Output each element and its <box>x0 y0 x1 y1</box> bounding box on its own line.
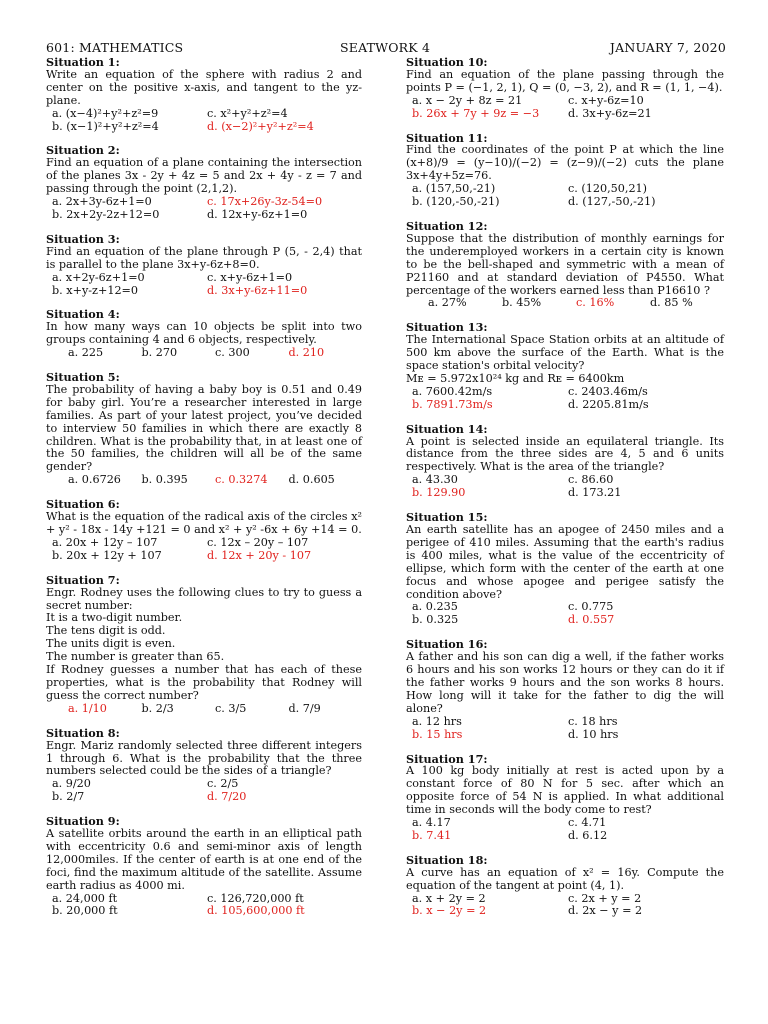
answer-choice: b. 7.41 <box>412 828 452 842</box>
question-text: The probability of having a baby boy is 0.51 and 0.49 for baby girl. You’re a researcher interested in large families. As part of your latest project, you’ve decided to interview 50 families in which there are exactly 8 children. What is the probability that, in at least one of the 50 families, the children will all be of the same gender? <box>46 382 362 474</box>
choice-option: d. 173.21 <box>568 486 622 500</box>
answer-choice: c. 16% <box>576 296 615 310</box>
situation-block <box>46 574 362 716</box>
answer-choice: c. 0.3274 <box>215 473 268 487</box>
choices-list <box>46 703 362 716</box>
choice-option: d. 10 hrs <box>568 727 619 741</box>
choice-option: c. (120,50,21) <box>568 182 648 196</box>
choice-option: a. 2x+3y-6z+1=0 <box>52 195 152 209</box>
choice-option: d. (127,-50,-21) <box>568 195 656 209</box>
choice-option: c. 126,720,000 ft <box>207 891 304 905</box>
choice-option: b. 0.325 <box>412 613 459 627</box>
choice-option: a. (157,50,-21) <box>412 182 496 196</box>
answer-choice: d. (x−2)²+y²+z²=4 <box>207 119 314 133</box>
situation-title: Situation 16: <box>406 637 488 652</box>
left-column <box>46 56 362 929</box>
choice-option: c. 18 hrs <box>568 714 618 728</box>
choices-list <box>46 196 362 222</box>
choice-option: b. 45% <box>502 296 542 310</box>
question-line: If Rodney guesses a number that has each of these properties, what is the probability that Rodney will guess the correct number? <box>46 663 362 702</box>
situation-block <box>46 498 362 563</box>
answer-choice: d. 12x + 20y - 107 <box>207 548 312 562</box>
question-text: Find an equation of the plane passing through the points P = (−1, 2, 1), Q = (0, −3, 2), and R = (1, 1, −4). <box>406 67 724 94</box>
choice-option: a. 24,000 ft <box>52 891 118 905</box>
question-text: The International Space Station orbits at an altitude of 500 km above the surface of the Earth. What is the space station's orbital velocity? <box>406 333 724 373</box>
choices-list <box>406 297 724 310</box>
choices-list <box>46 108 362 134</box>
right-column <box>406 56 724 929</box>
answer-choice: b. 7891.73m/s <box>412 397 493 411</box>
choice-option: b. (120,-50,-21) <box>412 195 500 209</box>
choice-option: d. 12x+y-6z+1=0 <box>207 207 308 221</box>
question-text: A satellite orbits around the earth in an elliptical path with eccentricity 0.6 and semi-minor axis of length 12,000miles. If the center of earth is at one end of the foci, find the maximum altitude of the satellite. Assume earth radius as 4000 mi. <box>46 827 362 892</box>
question-text: Engr. Rodney uses the following clues to try to guess a secret number: <box>46 585 362 612</box>
answer-choice: c. 17x+26y-3z-54=0 <box>207 195 323 209</box>
situation-block <box>406 638 724 741</box>
situation-title: Situation 7: <box>46 572 120 587</box>
question-text: A father and his son can dig a well, if the father works 6 hours and his son works 12 hours or they can do it if the father works 9 hours and the son works 8 hours. How long will it take for the father to dig the will alone? <box>406 650 724 715</box>
choices-list <box>46 272 362 298</box>
answer-choice: d. 3x+y-6z+11=0 <box>207 283 308 297</box>
choice-option: c. 4.71 <box>568 816 607 830</box>
situation-block <box>46 308 362 360</box>
choices-list <box>406 474 724 500</box>
question-text: Find an equation of a plane containing the intersection of the planes 3x - 2y + 4z = 5 and 2x + 4y - z = 7 and passing through the point (2,1,2). <box>46 156 362 196</box>
choice-option: a. 0.6726 <box>68 473 121 487</box>
choices-list <box>406 893 724 919</box>
situation-title: Situation 15: <box>406 510 488 525</box>
situation-title: Situation 10: <box>406 55 488 69</box>
choice-option: d. 6.12 <box>568 828 608 842</box>
question-text: What is the equation of the radical axis of the circles x² + y² - 18x - 14y +121 = 0 and x² + y² -6x + 6y +14 = 0. <box>46 510 362 536</box>
choices-list <box>46 474 362 487</box>
choice-option: c. 86.60 <box>568 473 614 487</box>
question-text: A curve has an equation of x² = 16y. Compute the equation of the tangent at point (4, 1). <box>406 865 724 892</box>
situation-title: Situation 9: <box>46 814 120 829</box>
choice-option: b. (x−1)²+y²+z²=4 <box>52 119 159 133</box>
choices-list <box>46 537 362 563</box>
situation-block <box>46 815 362 918</box>
choices-list <box>406 817 724 843</box>
situation-block <box>46 371 362 487</box>
choice-option: c. x+y-6z=10 <box>568 93 644 107</box>
question-text: Find the coordinates of the point P at which the line (x+8)/9 = (y−10)/(−2) = (z−9)/(−2) cuts the plane 3x+4y+5z=76. <box>406 143 724 183</box>
situation-block <box>406 854 724 919</box>
situation-block <box>406 56 724 121</box>
choice-option: b. 2/3 <box>141 701 174 715</box>
choice-option: a. x + 2y = 2 <box>412 891 486 905</box>
situation-block <box>406 423 724 500</box>
choices-list <box>46 778 362 804</box>
choice-option: c. 300 <box>215 346 250 360</box>
situation-block <box>406 321 724 411</box>
choice-option: a. 4.17 <box>412 816 451 830</box>
choice-option: c. x+y-6z+1=0 <box>207 270 293 284</box>
choice-option: d. 85 % <box>650 296 693 310</box>
choice-option: a. (x−4)²+y²+z²=9 <box>52 106 159 120</box>
situation-title: Situation 18: <box>406 852 488 867</box>
situation-block <box>46 144 362 221</box>
question-text: Write an equation of the sphere with radius 2 and center on the positive x-axis, and tangent to the yz-plane. <box>46 67 362 107</box>
situation-title: Situation 11: <box>406 130 488 145</box>
situation-title: Situation 1: <box>46 55 120 69</box>
course-label: 601: MATHEMATICS <box>46 40 184 55</box>
choice-option: c. 2/5 <box>207 777 239 791</box>
choice-option: a. 0.235 <box>412 600 458 614</box>
choice-option: a. 27% <box>428 296 467 310</box>
choices-list <box>406 716 724 742</box>
choices-list <box>46 893 362 919</box>
answer-choice: d. 105,600,000 ft <box>207 904 305 918</box>
question-line: The units digit is even. <box>46 637 176 651</box>
question-text: A 100 kg body initially at rest is acted upon by a constant force of 80 N for 5 sec. after which an opposite force of 54 N is applied. In what additional time in seconds will the body come to rest? <box>406 764 724 817</box>
situation-block <box>46 56 362 133</box>
choice-option: a. 225 <box>68 346 104 360</box>
situation-title: Situation 12: <box>406 218 488 233</box>
answer-choice: d. 7/20 <box>207 790 247 804</box>
situation-block <box>406 220 724 310</box>
page-header <box>46 40 726 56</box>
answer-choice: b. x − 2y = 2 <box>412 904 487 918</box>
question-line: The tens digit is odd. <box>46 624 166 638</box>
choice-option: c. x²+y²+z²=4 <box>207 106 288 120</box>
question-line: Mᴇ = 5.972x10²⁴ kg and Rᴇ = 6400km <box>406 371 625 385</box>
answer-choice: a. 1/10 <box>68 701 107 715</box>
situation-title: Situation 8: <box>46 725 120 740</box>
choice-option: b. 2/7 <box>52 790 85 804</box>
choice-option: d. 2x − y = 2 <box>568 904 643 918</box>
question-text: A point is selected inside an equilateral triangle. Its distance from the three sides are 4, 5 and 6 units respectively. What is the area of the triangle? <box>406 434 724 474</box>
situation-title: Situation 2: <box>46 143 120 158</box>
situation-block <box>406 511 724 627</box>
choice-option: a. 43.30 <box>412 473 458 487</box>
question-line: The number is greater than 65. <box>46 650 225 664</box>
choice-option: d. 3x+y-6z=21 <box>568 106 652 120</box>
answer-choice: b. 26x + 7y + 9z = −3 <box>412 106 540 120</box>
choices-list <box>46 347 362 360</box>
situation-title: Situation 13: <box>406 320 488 335</box>
choices-list <box>406 386 724 412</box>
choices-list <box>406 95 724 121</box>
choice-option: b. 0.395 <box>141 473 188 487</box>
situation-title: Situation 4: <box>46 307 120 322</box>
choice-option: c. 0.775 <box>568 600 614 614</box>
question-text: Suppose that the distribution of monthly earnings for the underemployed workers in a certain city is known to be the bell-shaped and symmetric with a mean of P21160 and at standard deviation of P4550. What percentage of the workers earned less than P16610 ? <box>406 231 724 297</box>
choice-option: b. 20x + 12y + 107 <box>52 548 162 562</box>
choice-option: b. 20,000 ft <box>52 904 118 918</box>
choice-option: d. 7/9 <box>288 701 321 715</box>
choice-option: b. x+y-z+12=0 <box>52 283 139 297</box>
choice-option: c. 12x – 20y – 107 <box>207 535 309 549</box>
choices-list <box>406 183 724 209</box>
situation-title: Situation 14: <box>406 421 488 436</box>
choice-option: c. 3/5 <box>215 701 247 715</box>
question-text: Find an equation of the plane through P (5, - 2,4) that is parallel to the plane 3x+y-6z+8=0. <box>46 244 362 271</box>
choice-option: a. x − 2y + 8z = 21 <box>412 93 523 107</box>
answer-choice: d. 210 <box>288 346 325 360</box>
situation-title: Situation 5: <box>46 370 120 385</box>
choice-option: a. 7600.42m/s <box>412 384 493 398</box>
choice-option: c. 2x + y = 2 <box>568 891 642 905</box>
choice-option: a. 20x + 12y – 107 <box>52 535 158 549</box>
question-text: In how many ways can 10 objects be split into two groups containing 4 and 6 objects, respectively. <box>46 320 362 347</box>
situation-block <box>406 132 724 209</box>
choices-list <box>406 601 724 627</box>
choice-option: a. 12 hrs <box>412 714 462 728</box>
date-label: JANUARY 7, 2020 <box>609 40 726 55</box>
situation-title: Situation 17: <box>406 751 488 766</box>
seatwork-title: SEATWORK 4 <box>340 40 431 55</box>
answer-choice: b. 129.90 <box>412 486 466 500</box>
question-text: Engr. Mariz randomly selected three different integers 1 through 6. What is the probability that the three numbers selected could be the sides of a triangle? <box>46 738 362 778</box>
situation-block <box>46 233 362 298</box>
choice-option: b. 2x+2y-2z+12=0 <box>52 207 160 221</box>
answer-choice: b. 15 hrs <box>412 727 463 741</box>
choice-option: d. 0.605 <box>288 473 335 487</box>
situation-title: Situation 6: <box>46 497 120 512</box>
choice-option: a. 9/20 <box>52 777 91 791</box>
choice-option: b. 270 <box>141 346 178 360</box>
situation-title: Situation 3: <box>46 231 120 246</box>
question-line: It is a two-digit number. <box>46 611 183 625</box>
choice-option: a. x+2y-6z+1=0 <box>52 270 145 284</box>
situation-block <box>46 727 362 804</box>
choice-option: d. 2205.81m/s <box>568 397 649 411</box>
situation-block <box>406 753 724 843</box>
question-text: An earth satellite has an apogee of 2450 miles and a perigee of 410 miles. Assuming that the earth's radius is 400 miles, what is the value of the eccentricity of ellipse, which form with the center of the earth at one focus and whose apogee and perigee satisfy the condition above? <box>406 523 724 601</box>
answer-choice: d. 0.557 <box>568 613 615 627</box>
choice-option: c. 2403.46m/s <box>568 384 648 398</box>
